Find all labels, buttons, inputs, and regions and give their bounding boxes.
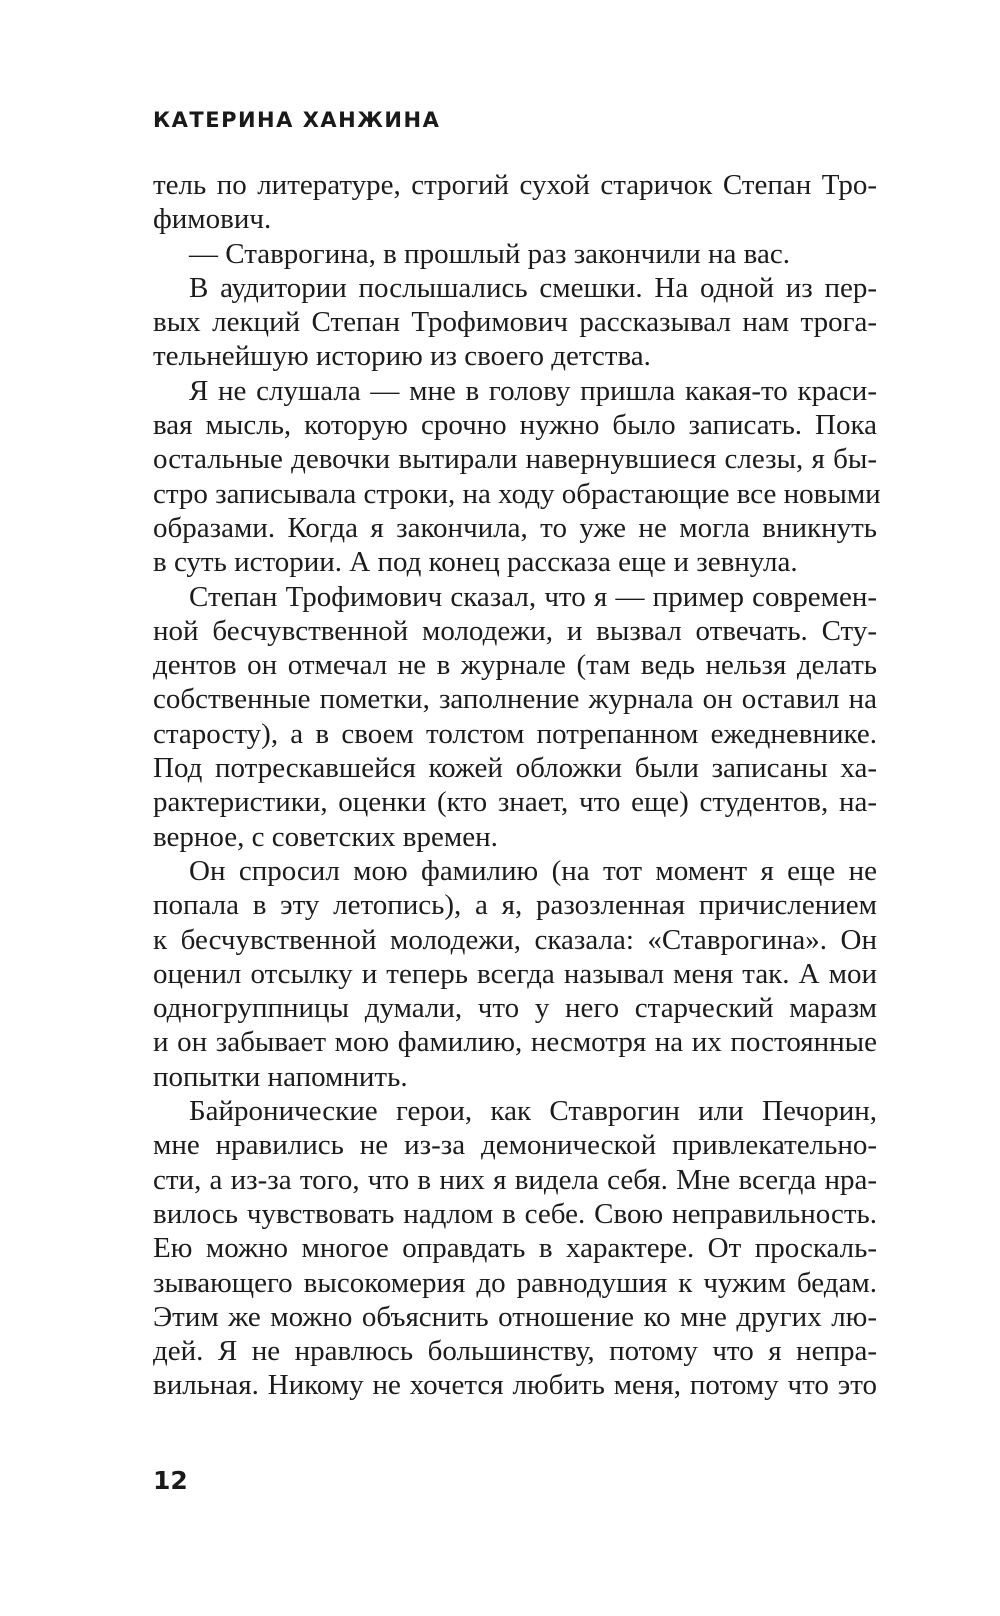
text-line: Степан Трофимович сказал, что я — пример современ- bbox=[189, 580, 877, 613]
text-line: стро записывала строки, на ходу обрастающие все новыми bbox=[153, 477, 881, 510]
text-line: мне нравились не из-за демонической привлекательно- bbox=[153, 1129, 877, 1162]
text-line: попала в эту летопись), а я, разозленная причислением bbox=[153, 889, 877, 922]
text-line: Он спросил мою фамилию (на тот момент я еще не bbox=[189, 854, 877, 887]
body-text bbox=[153, 168, 881, 1403]
page-number: 12 bbox=[153, 1466, 188, 1495]
text-line: тель по литературе, строгий сухой старичок Степан Тро- bbox=[153, 169, 877, 201]
text-line: фимович. bbox=[153, 203, 272, 236]
text-line: сти, а из-за того, что в них я видела себя. Мне всегда нра- bbox=[153, 1163, 877, 1196]
text-line: к бесчувственной молодежи, сказала: «Ставрогина». Он bbox=[153, 923, 877, 956]
text-line: Под потрескавшейся кожей обложки были записаны ха- bbox=[153, 752, 877, 785]
text-line: Я не слушала — мне в голову пришла какая-то краси- bbox=[189, 374, 877, 407]
text-line: тельнейшую историю из своего детства. bbox=[153, 340, 651, 373]
text-line: дентов он отмечал не в журнале (там ведь нельзя делать bbox=[153, 649, 877, 682]
running-head: КАТЕРИНА ХАНЖИНА bbox=[153, 108, 441, 132]
text-line: одногруппницы думали, что у него старческий маразм bbox=[153, 992, 877, 1025]
text-line: Этим же можно объяснить отношение ко мне других лю- bbox=[153, 1300, 877, 1333]
text-line: вильная. Никому не хочется любить меня, потому что это bbox=[153, 1369, 877, 1402]
text-line: вая мысль, которую срочно нужно было записать. Пока bbox=[153, 409, 877, 442]
text-line: старосту), а в своем толстом потрепанном ежедневнике. bbox=[153, 717, 877, 750]
text-line: собственные пометки, заполнение журнала он оставил на bbox=[153, 683, 877, 716]
text-line: Байронические герои, как Ставрогин или Печорин, bbox=[189, 1095, 877, 1128]
text-line: оценил отсылку и теперь всегда называл меня так. А мои bbox=[153, 957, 877, 990]
text-line: остальные девочки вытирали навернувшиеся слезы, я бы- bbox=[153, 443, 877, 476]
text-line: верное, с советских времен. bbox=[153, 820, 498, 853]
text-line: В аудитории послышались смешки. На одной из пер- bbox=[189, 271, 877, 304]
text-line: образами. Когда я закончила, то уже не могла вникнуть bbox=[153, 511, 877, 544]
text-line: попытки напомнить. bbox=[153, 1060, 408, 1093]
text-line: — Ставрогина, в прошлый раз закончили на вас. bbox=[189, 237, 790, 270]
text-line: зывающего высокомерия до равнодушия к чужим бедам. bbox=[153, 1266, 877, 1299]
text-line: рактеристики, оценки (кто знает, что еще) студентов, на- bbox=[153, 786, 877, 819]
text-line: и он забывает мою фамилию, несмотря на их постоянные bbox=[153, 1026, 877, 1059]
text-line: в суть истории. А под конец рассказа еще и зевнула. bbox=[153, 546, 798, 579]
text-line: вилось чувствовать надлом в себе. Свою неправильность. bbox=[153, 1197, 877, 1230]
text-line: вых лекций Степан Трофимович рассказывал нам трога- bbox=[153, 306, 877, 339]
text-line: ной бесчувственной молодежи, и вызвал отвечать. Сту- bbox=[153, 614, 877, 647]
text-line: Ею можно многое оправдать в характере. От проскаль- bbox=[153, 1232, 877, 1265]
text-line: дей. Я не нравлюсь большинству, потому что я непра- bbox=[153, 1335, 877, 1368]
